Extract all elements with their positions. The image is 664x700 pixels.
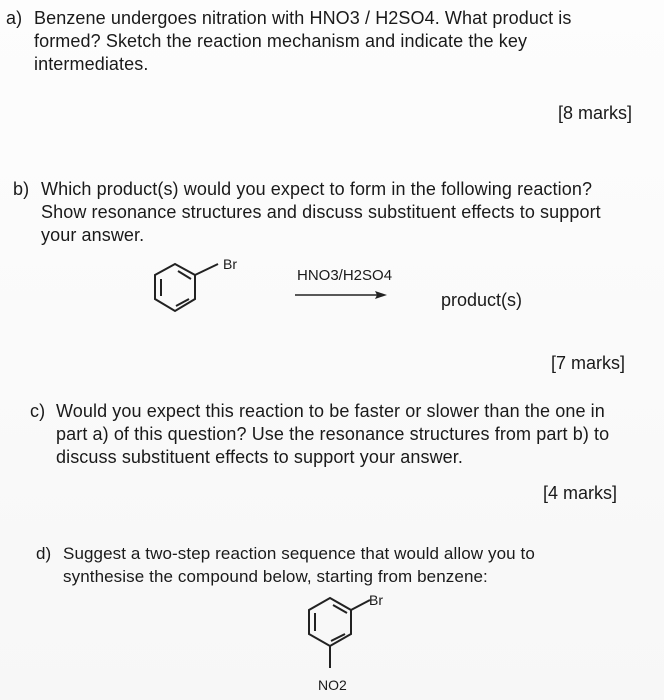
ring-double-bond-2 — [176, 299, 189, 306]
question-b-substituent: Br — [223, 256, 237, 272]
question-a — [6, 7, 656, 97]
br-bond — [195, 264, 218, 275]
question-b-reagent: HNO3/H2SO4 — [297, 267, 393, 284]
question-d-substituent-no2: NO2 — [318, 677, 347, 693]
question-b-marks: [7 marks] — [551, 353, 626, 373]
reaction-arrow — [295, 289, 395, 301]
question-b — [13, 178, 658, 253]
question-a-text: Benzene undergoes nitration with HNO3 / H2SO4. What product is formed? Sketch the reaction mechanism and indicate the key intermediates. — [34, 8, 572, 74]
question-b-label: b) — [13, 179, 30, 199]
question-d-text: Suggest a two-step reaction sequence that would allow you to synthesise the compound below, starting from benzene: — [63, 544, 535, 586]
question-c-text: Would you expect this reaction to be faster or slower than the one in part a) of this question? Use the resonance structures from part b) to discuss substituent effects to support your answer. — [56, 401, 610, 467]
question-c — [30, 400, 660, 472]
question-d-substituent-br: Br — [369, 592, 383, 608]
question-b-product: product(s) — [441, 290, 523, 310]
question-c-label: c) — [30, 401, 46, 421]
question-d — [36, 542, 656, 590]
question-d-label: d) — [36, 544, 52, 563]
bromonitrobenzene-structure — [290, 588, 380, 678]
br-bond-d — [351, 600, 370, 610]
question-a-marks: [8 marks] — [558, 103, 633, 123]
question-b-text: Which product(s) would you expect to form in the following reaction? Show resonance structures and discuss substituent effects to support your answer. — [41, 179, 601, 245]
question-c-marks: [4 marks] — [543, 483, 618, 503]
question-a-label: a) — [6, 8, 23, 28]
